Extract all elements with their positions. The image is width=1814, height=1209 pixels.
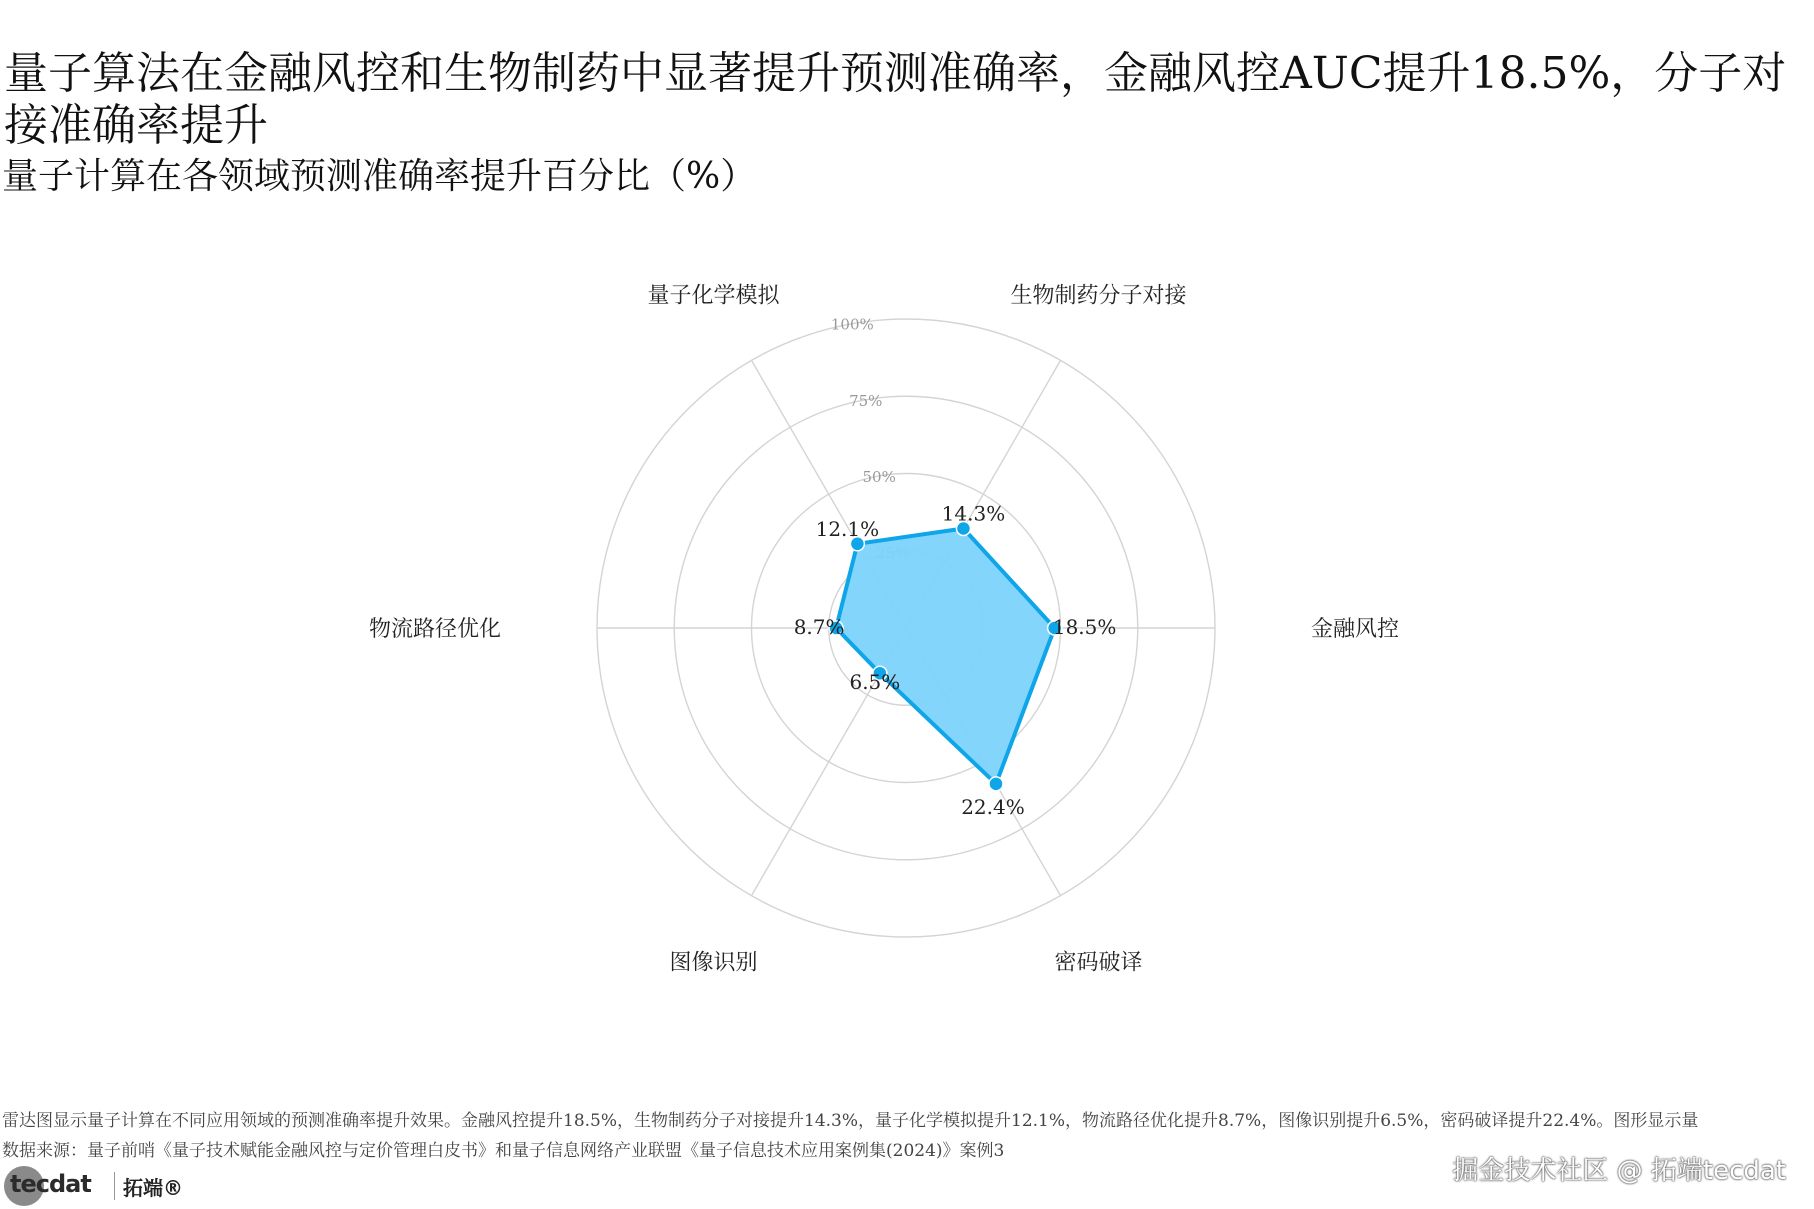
category-label: 金融风控 — [1311, 617, 1400, 642]
chart-title: 量子算法在金融风控和生物制药中显著提升预测准确率，金融风控AUC提升18.5%，分子对接准确率提升 — [4, 48, 1787, 151]
chart-subtitle: 量子计算在各领域预测准确率提升百分比（%） — [2, 156, 757, 197]
category-label: 生物制药分子对接 — [1010, 283, 1187, 309]
watermark: 掘金技术社区 @ 拓端tecdat — [1452, 1156, 1786, 1186]
category-label: 密码破译 — [1054, 950, 1143, 976]
data-source: 数据来源：量子前哨《量子技术赋能金融风控与定价管理白皮书》和量子信息网络产业联盟《量子信息技术应用案例集(2024)》案例3 — [2, 1141, 1005, 1161]
tecdat-logo — [4, 1166, 183, 1206]
chart-description: 雷达图显示量子计算在不同应用领域的预测准确率提升效果。金融风控提升18.5%，生物制药分子对接提升14.3%，量子化学模拟提升12.1%，物流路径优化提升8.7%，图像识别提升6.5%，密码破译提升22.4%。图形显示量 — [2, 1111, 1699, 1131]
radial-tick-label: 75% — [849, 391, 883, 410]
value-label: 8.7% — [793, 615, 845, 639]
category-label: 图像识别 — [669, 950, 758, 976]
value-label: 14.3% — [941, 501, 1006, 526]
radial-tick-label: 50% — [862, 467, 896, 486]
data-point — [989, 777, 1003, 791]
value-label: 12.1% — [815, 516, 880, 541]
logo-divider — [114, 1172, 115, 1200]
data-polygon — [836, 529, 1055, 784]
value-label: 6.5% — [849, 670, 901, 695]
category-label: 物流路径优化 — [368, 617, 501, 642]
category-label: 量子化学模拟 — [647, 283, 780, 309]
radial-tick-label: 100% — [830, 315, 874, 334]
logo-text: tecdat — [10, 1170, 91, 1198]
value-label: 18.5% — [1052, 615, 1117, 639]
value-label: 22.4% — [961, 794, 1025, 819]
logo-cn-text: 拓端® — [123, 1175, 183, 1200]
